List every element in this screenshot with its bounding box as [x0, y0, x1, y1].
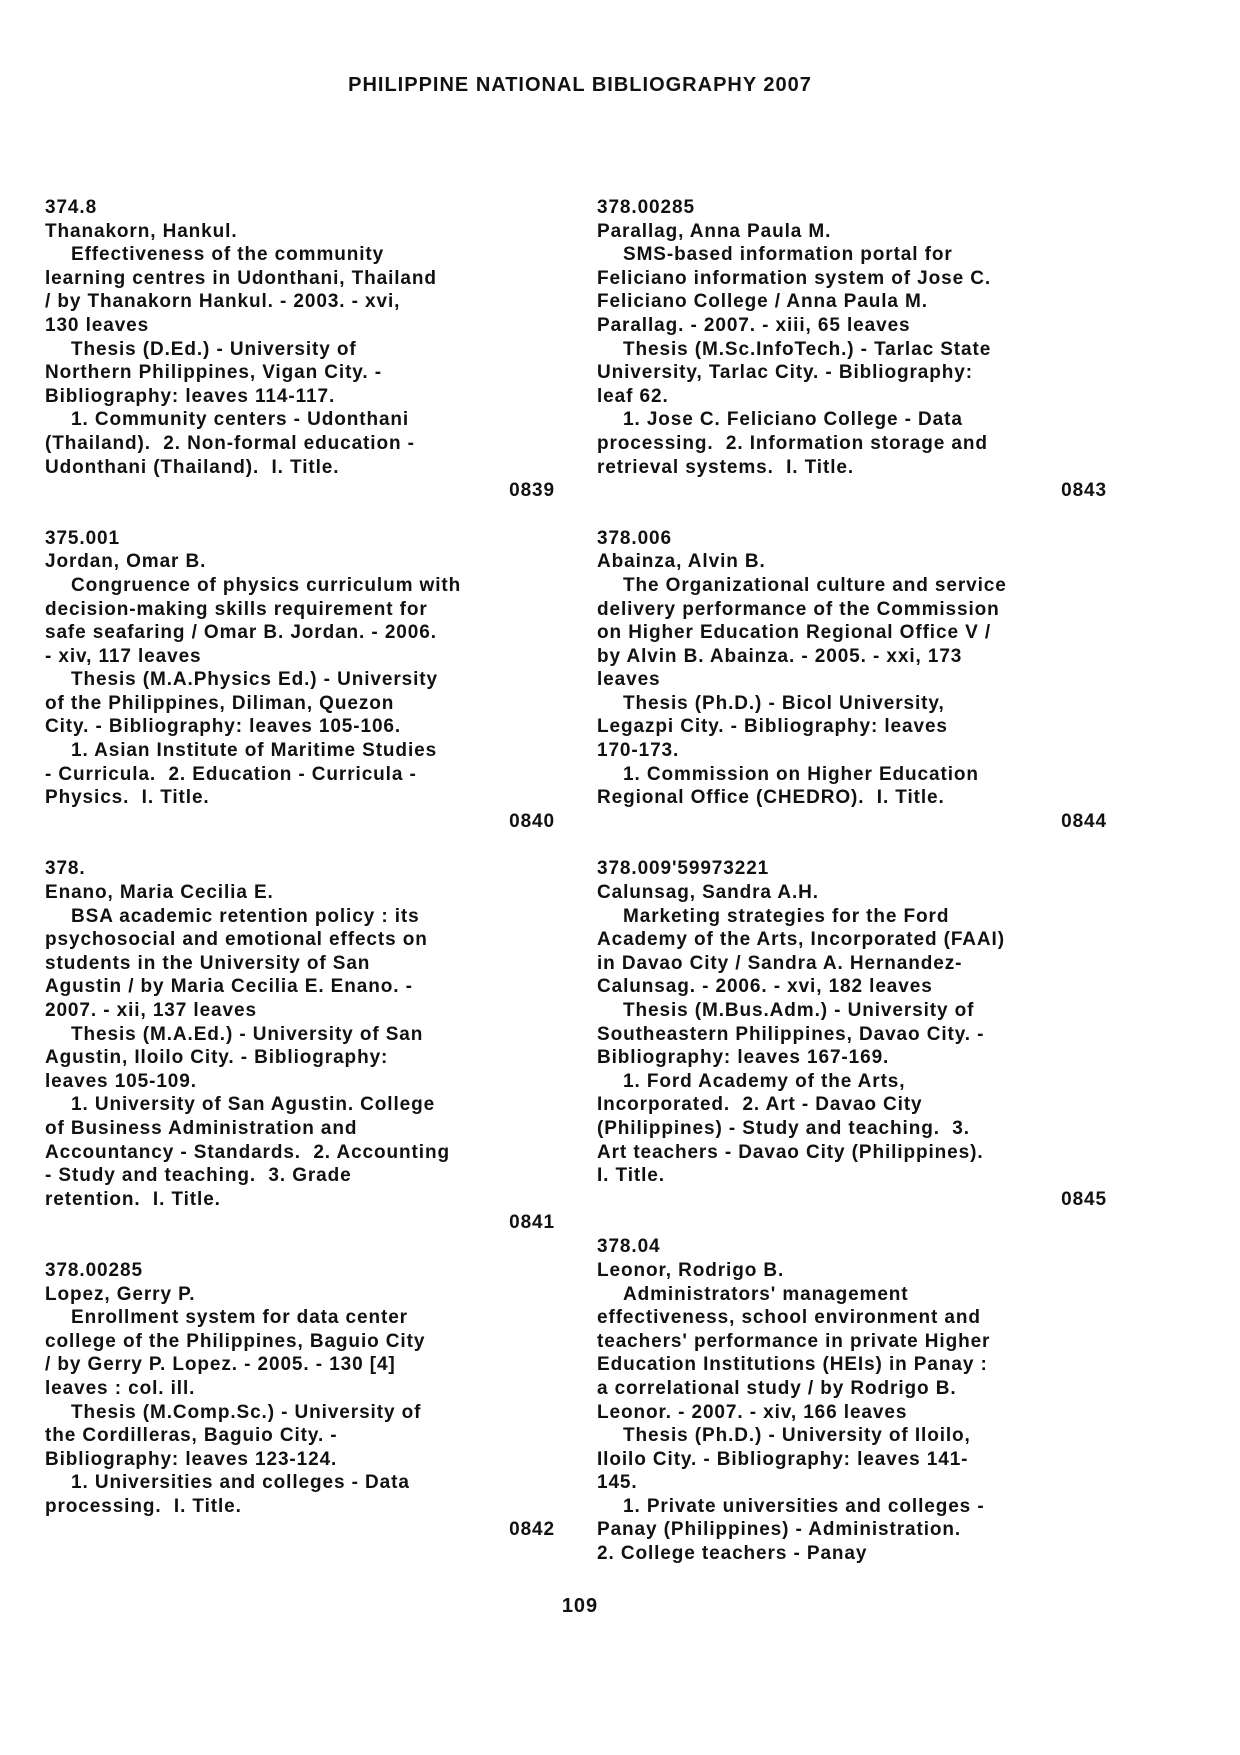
entry-line: 378.009'59973221 — [597, 858, 770, 880]
page-number: 109 — [561, 1595, 599, 1617]
entry-number: 0839 — [509, 480, 555, 502]
entry-line: psychosocial and emotional effects on — [45, 929, 428, 951]
entry-line: Parallag. - 2007. - xiii, 65 leaves — [597, 314, 911, 336]
entry-line: Thesis (Ph.D.) - Bicol University, — [623, 692, 945, 714]
entry-line: Leonor. - 2007. - xiv, 166 leaves — [597, 1401, 908, 1423]
entry-line: - Curricula. 2. Education - Curricula - — [45, 763, 417, 785]
entry-line: Lopez, Gerry P. — [45, 1283, 196, 1305]
entry-number: 0841 — [509, 1212, 555, 1234]
entry-line: Feliciano College / Anna Paula M. — [597, 291, 928, 313]
entry-line: delivery performance of the Commission — [597, 598, 1000, 620]
entry-line: Thesis (Ph.D.) - University of Iloilo, — [623, 1425, 971, 1447]
entry-line: - Study and teaching. 3. Grade — [45, 1165, 352, 1187]
entry-line: 378. — [45, 858, 86, 880]
entry-line: Feliciano information system of Jose C. — [597, 267, 992, 289]
entry-line: leaf 62. — [597, 385, 669, 407]
entry-line: students in the University of San — [45, 952, 371, 974]
entry-line: in Davao City / Sandra A. Hernandez- — [597, 952, 963, 974]
entry-line: City. - Bibliography: leaves 105-106. — [45, 716, 402, 738]
entry-line: Thesis (M.A.Ed.) - University of San — [71, 1023, 424, 1045]
entry-line: by Alvin B. Abainza. - 2005. - xxi, 173 — [597, 645, 963, 667]
entry-line: Calunsag, Sandra A.H. — [597, 882, 819, 904]
entry-line: a correlational study / by Rodrigo B. — [597, 1377, 957, 1399]
entry-line: learning centres in Udonthani, Thailand — [45, 267, 437, 289]
entry-line: leaves 105-109. — [45, 1070, 197, 1092]
entry-line: Thanakorn, Hankul. — [45, 220, 238, 242]
entry-line: Bibliography: leaves 114-117. — [45, 385, 336, 407]
entry-line: Enrollment system for data center — [71, 1307, 408, 1329]
entry-line: 1. Ford Academy of the Arts, — [623, 1070, 906, 1092]
bibliography-entry — [597, 1235, 1107, 1565]
entry-line: Northern Philippines, Vigan City. - — [45, 362, 382, 384]
bibliography-entry — [597, 196, 1107, 503]
entry-line: Accountancy - Standards. 2. Accounting — [45, 1141, 450, 1163]
entry-number: 0842 — [509, 1519, 555, 1541]
entry-line: 1. Asian Institute of Maritime Studies — [71, 740, 438, 762]
left-column — [45, 196, 555, 1566]
bibliography-entry — [45, 196, 555, 503]
entry-line: Leonor, Rodrigo B. — [597, 1259, 785, 1281]
entry-line: of Business Administration and — [45, 1117, 358, 1139]
entry-line: Southeastern Philippines, Davao City. - — [597, 1023, 985, 1045]
entry-line: Agustin, Iloilo City. - Bibliography: — [45, 1047, 389, 1069]
entry-line: Thesis (D.Ed.) - University of — [71, 338, 357, 360]
page-header-title: PHILIPPINE NATIONAL BIBLIOGRAPHY 2007 — [348, 74, 812, 96]
right-column — [597, 196, 1107, 1590]
entry-line: Iloilo City. - Bibliography: leaves 141- — [597, 1448, 969, 1470]
entry-line: 170-173. — [597, 740, 680, 762]
bibliography-entry — [45, 1259, 555, 1542]
entry-line: Thesis (M.Comp.Sc.) - University of — [71, 1401, 422, 1423]
entry-line: Abainza, Alvin B. — [597, 551, 766, 573]
entry-line: Legazpi City. - Bibliography: leaves — [597, 716, 948, 738]
entry-line: University, Tarlac City. - Bibliography: — [597, 362, 973, 384]
entry-line: the Cordilleras, Baguio City. - — [45, 1425, 338, 1447]
entry-line: 1. Community centers - Udonthani — [71, 409, 410, 431]
entry-line: Thesis (M.Bus.Adm.) - University of — [623, 1000, 975, 1021]
entry-line: 375.001 — [45, 527, 120, 549]
entry-line: Marketing strategies for the Ford — [623, 905, 950, 927]
entry-line: leaves — [597, 669, 661, 691]
entry-line: 374.8 — [45, 197, 98, 218]
entry-line: Incorporated. 2. Art - Davao City — [597, 1094, 923, 1116]
entry-line: 378.00285 — [45, 1259, 143, 1281]
entry-line: I. Title. — [597, 1165, 665, 1187]
entry-line: processing. 2. Information storage and — [597, 432, 988, 454]
bibliography-entry — [597, 857, 1107, 1211]
entry-line: 130 leaves — [45, 314, 150, 336]
entry-line: Thesis (M.Sc.InfoTech.) - Tarlac State — [623, 338, 992, 360]
entry-line: Academy of the Arts, Incorporated (FAAI) — [597, 929, 1005, 951]
entry-line: (Philippines) - Study and teaching. 3. — [597, 1117, 970, 1139]
entry-line: 1. University of San Agustin. College — [71, 1094, 436, 1116]
entry-line: of the Philippines, Diliman, Quezon — [45, 692, 395, 714]
entry-line: retention. I. Title. — [45, 1188, 221, 1210]
entry-line: Panay (Philippines) - Administration. — [597, 1519, 962, 1541]
entry-line: 378.04 — [597, 1236, 661, 1258]
entry-line: Jordan, Omar B. — [45, 551, 207, 573]
entry-line: Education Institutions (HEIs) in Panay : — [597, 1354, 988, 1376]
entry-line: retrieval systems. I. Title. — [597, 456, 855, 478]
entry-line: Congruence of physics curriculum with — [71, 574, 462, 596]
entry-line: on Higher Education Regional Office V / — [597, 622, 992, 644]
entry-line: The Organizational culture and service — [623, 574, 1007, 596]
entry-line: Enano, Maria Cecilia E. — [45, 882, 274, 904]
entry-line: / by Thanakorn Hankul. - 2003. - xvi, — [45, 291, 401, 313]
entry-line: 1. Universities and colleges - Data — [71, 1472, 410, 1494]
entry-line: leaves : col. ill. — [45, 1377, 196, 1399]
bibliography-entry — [597, 527, 1107, 834]
entry-line: / by Gerry P. Lopez. - 2005. - 130 [4] — [45, 1354, 396, 1376]
entry-line: effectiveness, school environment and — [597, 1307, 981, 1329]
entry-line: safe seafaring / Omar B. Jordan. - 2006. — [45, 622, 437, 644]
entry-number: 0845 — [1061, 1188, 1107, 1210]
entry-number: 0843 — [1061, 480, 1107, 502]
entry-line: Regional Office (CHEDRO). I. Title. — [597, 787, 945, 809]
entry-line: Administrators' management — [623, 1283, 909, 1305]
entry-line: Bibliography: leaves 123-124. — [45, 1448, 338, 1470]
entry-line: 2. College teachers - Panay — [597, 1543, 868, 1565]
entry-line: - xiv, 117 leaves — [45, 645, 202, 667]
entry-line: Bibliography: leaves 167-169. — [597, 1047, 890, 1069]
entry-line: 1. Jose C. Feliciano College - Data — [623, 409, 963, 431]
entry-line: 378.006 — [597, 527, 672, 549]
entry-line: Agustin / by Maria Cecilia E. Enano. - — [45, 976, 413, 998]
entry-line: 1. Commission on Higher Education — [623, 763, 979, 785]
entry-line: Physics. I. Title. — [45, 787, 210, 809]
entry-line: Art teachers - Davao City (Philippines). — [597, 1141, 984, 1163]
entry-line: Effectiveness of the community — [71, 244, 385, 266]
entry-line: 145. — [597, 1472, 638, 1494]
entry-line: SMS-based information portal for — [623, 244, 953, 266]
bibliography-entry — [45, 527, 555, 834]
entry-line: teachers' performance in private Higher — [597, 1330, 991, 1352]
entry-line: Parallag, Anna Paula M. — [597, 220, 832, 242]
entry-line: Calunsag. - 2006. - xvi, 182 leaves — [597, 976, 933, 998]
entry-line: (Thailand). 2. Non-formal education - — [45, 432, 415, 454]
entry-line: 378.00285 — [597, 197, 695, 218]
entry-number: 0840 — [509, 810, 555, 832]
entry-line: processing. I. Title. — [45, 1495, 242, 1517]
entry-line: Thesis (M.A.Physics Ed.) - University — [71, 669, 438, 691]
entry-line: 1. Private universities and colleges - — [623, 1495, 985, 1517]
entry-line: 2007. - xii, 137 leaves — [45, 1000, 257, 1021]
entry-line: BSA academic retention policy : its — [71, 905, 420, 927]
bibliography-entry — [45, 857, 555, 1235]
entry-line: decision-making skills requirement for — [45, 598, 428, 620]
entry-line: Udonthani (Thailand). I. Title. — [45, 456, 340, 478]
entry-line: college of the Philippines, Baguio City — [45, 1330, 426, 1352]
entry-number: 0844 — [1061, 810, 1107, 832]
